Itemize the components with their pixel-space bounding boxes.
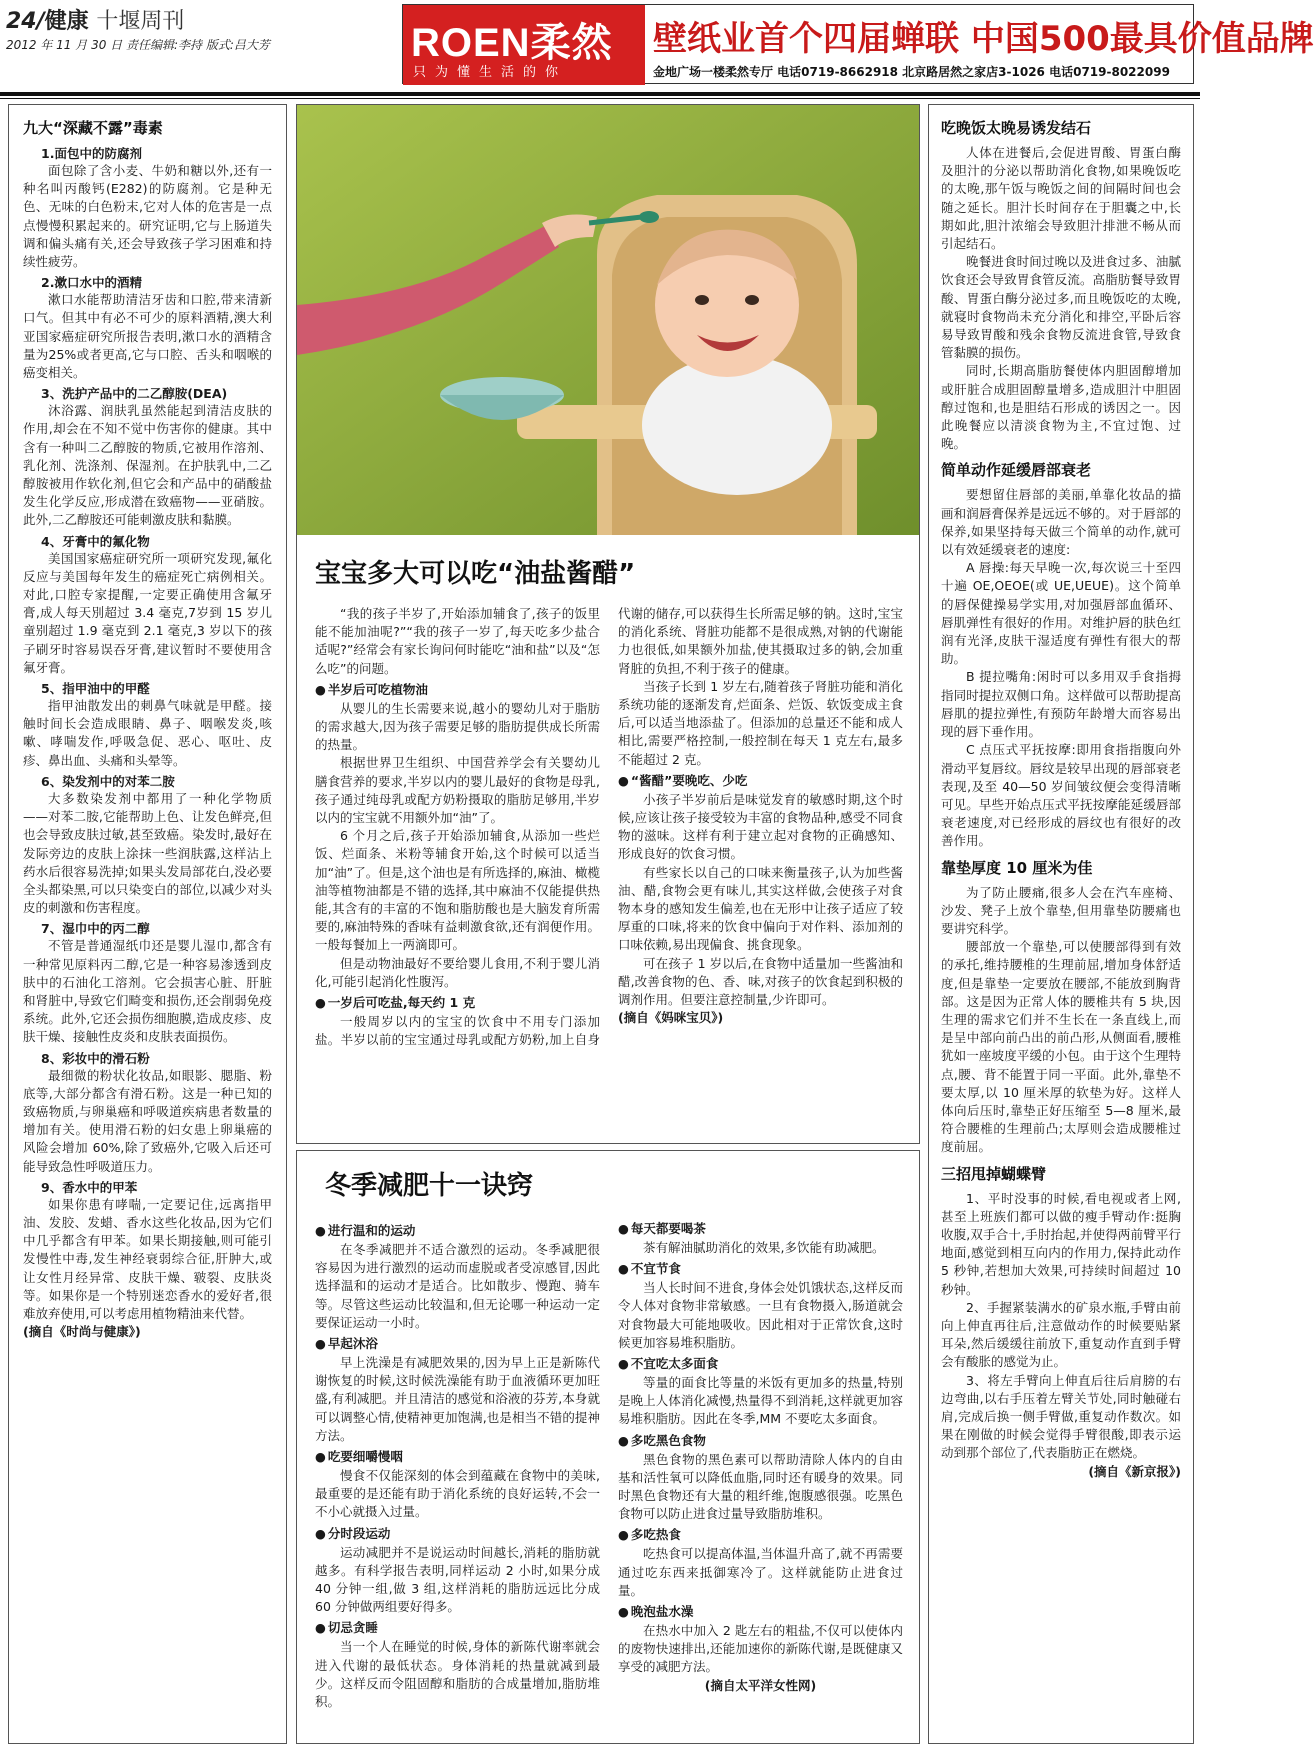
right-column-body xyxy=(941,117,1181,1463)
section-paragraph: 但是动物油最好不要给婴儿食用,不利于婴儿消化,可能引起消化性腹泻。 xyxy=(315,955,600,989)
section-paragraph: 有些家长以自己的口味来衡量孩子,认为加些酱油、醋,食物会更有味儿,其实这样做,会使孩子对食物本身的感知发生偏差,也在无形中让孩子适应了较厚重的口味,将来的饮食中偏向于对作料、添加剂的口味依赖,易出现偏食、挑食现象。 xyxy=(618,864,903,953)
article-title: 宝宝多大可以吃“油盐酱醋” xyxy=(315,559,636,589)
left-column-article xyxy=(8,104,287,1744)
section-paragraph: 从婴儿的生长需要来说,越小的婴幼儿对于脂肪的需求越大,因为孩子需要足够的脂肪提供成长所需的热量。 xyxy=(315,700,600,753)
article-paragraph: 人体在进餐后,会促进胃酸、胃蛋白酶及胆汁的分泌以帮助消化食物,如果晚饭吃的太晚,那午饭与晚饭之间的间隔时间也会随之延长。胆汁长时间存在于胆囊之中,长期如此,胆汁浓缩会导致胆汁排泄不畅从而引起结石。 xyxy=(941,145,1181,252)
article-paragraph: 2、手握紧装满水的矿泉水瓶,手臂由前向上伸直再往后,注意做动作的时候要贴紧耳朵,然后缓缓往前放下,重复动作直到手臂会有酸胀的感觉为止。 xyxy=(941,1299,1181,1370)
brand-name: ROEN柔然 xyxy=(411,21,613,65)
article-title: 冬季减肥十一诀窍 xyxy=(325,1171,534,1201)
article-body xyxy=(315,1219,903,1739)
baby-photo-illustration xyxy=(297,105,919,535)
section-paragraph: 可在孩子 1 岁以后,在食物中适量加一些酱油和醋,改善食物的色、香、味,对孩子的饮食起到积极的调剂作用。但要注意控制量,少许即可。 xyxy=(618,955,903,1008)
baby-feeding-photo xyxy=(297,105,919,535)
section-paragraph: 大多数染发剂中都用了一种化学物质——对苯二胺,它能帮助上色、让发色鲜亮,但也会导致皮肤过敏,甚至致癌。染发时,最好在发际旁边的皮肤上涂抹一些润肤露,这样沾上药水后很容易洗掉;如果头发局部花白,没必要全头都染黑,可以只染变白的部位,以减少对头皮的刺激和伤害程度。 xyxy=(23,790,272,916)
section-heading: ● 每天都要喝茶 xyxy=(618,1219,903,1237)
page-meta: 2012 年 11 月 30 日 责任编辑:李持 版式:吕大芳 xyxy=(6,38,270,52)
article-paragraph: B 提拉嘴角:闲时可以多用双手食指拇指同时提拉双侧口角。这样做可以帮助提高唇肌的提拉弹性,有预防年龄增大而容易出现的唇下垂作用。 xyxy=(941,669,1181,740)
article-title: 吃晚饭太晚易诱发结石 xyxy=(941,119,1092,137)
section-heading: 9、香水中的甲苯 xyxy=(41,1179,138,1195)
section-paragraph: 美国国家癌症研究所一项研究发现,氟化反应与美国每年发生的癌症死亡病例相关。对此,口腔专家提醒,一定要正确使用含氟牙膏,成人每天別超过 3.4 毫克,7岁到 15 岁儿童别超过 1.9 毫克到 2.1 毫克,3 岁以下的孩子刷牙时容易误吞牙膏,建议暂时不要使用含氟牙膏。 xyxy=(23,550,272,675)
article-paragraph: 为了防止腰痛,很多人会在汽车座椅、沙发、凳子上放个靠垫,但用靠垫防腰痛也要讲究科学。 xyxy=(941,884,1181,936)
section-paragraph: 6 个月之后,孩子开始添加辅食,从添加一些烂饭、烂面条、米粉等辅食开始,这个时候可以适当加“油”了。但是,这个油也是有所选择的,麻油、橄榄油等植物油都是不错的选择,其中麻油不仅能提供热能,其含有的丰富的不饱和脂肪酸也是大脑发育所需要的,麻油特殊的香味有益刺激食欲,还有润便作用。一般每餐加上一两滴即可。 xyxy=(315,828,600,953)
intro-paragraph: “我的孩子半岁了,开始添加辅食了,孩子的饭里能不能加油呢?”“我的孩子一岁了,每天吃多少盐合适呢?”经常会有家长询问何时能吃“油和盐”以及“怎么吃”的问题。 xyxy=(315,606,600,676)
section-paragraph: 慢食不仅能深刻的体会到蕴藏在食物中的美味,最重要的是还能有助于消化系统的良好运转,不会一不小心就摄入过量。 xyxy=(315,1468,600,1520)
page-number: 24/ xyxy=(6,9,45,34)
section-heading: 6、染发剂中的对苯二胺 xyxy=(41,773,175,789)
article-body xyxy=(23,144,272,1323)
section-heading: ● 晚泡盐水澡 xyxy=(618,1602,903,1620)
paper-name: 十堰周刊 xyxy=(96,9,185,34)
section-paragraph: 早上洗澡是有减肥效果的,因为早上正是新陈代谢恢复的时候,这时候洗澡能有助于血液循环更加旺盛,有利减肥。并且清洁的感觉和浴液的芬芳,本身就可以调整心情,使精神更加饱满,也是相当不错的提神方法。 xyxy=(315,1355,600,1443)
section-paragraph: 等量的面食比等量的米饭有更加多的热量,特别是晚上人体消化减慢,热量得不到消耗,这样就更加容易堆积脂肪。因此在冬季,MM 不要吃太多面食。 xyxy=(618,1375,903,1427)
section-paragraph: 吃热食可以提高体温,当体温升高了,就不再需要通过吃东西来抵御寒冷了。这样就能防止进食过量。 xyxy=(618,1546,903,1598)
section-heading: 7、湿巾中的丙二醇 xyxy=(41,921,150,937)
section-heading: ● 一岁后可吃盐,每天约 1 克 xyxy=(315,993,600,1011)
section-heading: ● 不宜节食 xyxy=(618,1259,903,1277)
article-paragraph: 1、平时没事的时候,看电视或者上网,甚至上班族们都可以做的瘦手臂动作:挺胸收腹,双手合十,手肘抬起,并使得两前臂平行地面,感觉到相互向内的作用力,保持此动作 5 秒钟,若想加大效果,可持续时间超过 10 秒钟。 xyxy=(941,1190,1181,1297)
section-paragraph: 最细微的粉状化妆品,如眼影、腮脂、粉底等,大部分都含有滑石粉。这是一种已知的致癌物质,与卵巢癌和呼吸道疾病患者数量的增加有关。使用滑石粉的妇女患上卵巢癌的风险会增加 60%,除了致癌外,它吸入后还可能导致急性呼吸道压力。 xyxy=(23,1067,272,1174)
section-paragraph: 不管是普通湿纸巾还是婴儿湿巾,都含有一种常见原料丙二醇,它是一种容易渗透到皮肤中的石油化工溶剂。它会损害心脏、肝脏和肾脏中,导致它们畸变和损伤,还会削弱免疫系统。此外,它还会损伤细胞膜,造成皮疹、皮肤干燥、接触性皮炎和皮肤表面损伤。 xyxy=(23,938,272,1045)
brand-slogan: 只为懂生活的你 xyxy=(413,65,568,80)
article-paragraph: 晚餐进食时间过晚以及进食过多、油腻饮食还会导致胃食管反流。高脂肪餐导致胃酸、胃蛋白酶分泌过多,而且晚饭吃的太晚,就寝时食物尚未充分消化和排空,平卧后容易导致胃酸和残余食物反流进食管,导致食管黏膜的损伤。 xyxy=(941,254,1181,361)
section-heading: ● 不宜吃太多面食 xyxy=(618,1354,903,1372)
section-heading: ● 多吃黑色食物 xyxy=(618,1431,903,1449)
section-paragraph: 沐浴露、润肤乳虽然能起到清洁皮肤的作用,却会在不知不觉中伤害你的健康。其中含有一种叫二乙醇胺的物质,它被用作溶剂、乳化剂、洗涤剂、保湿剂。在护肤乳中,二乙醇胺被用作软化剂,但它会和产品中的硝酸盐发生化学反应,形成潜在致癌物——亚硝胺。此外,二乙醇胺还可能刺激皮肤和黏膜。 xyxy=(23,403,272,528)
section-paragraph: 当孩子长到 1 岁左右,随着孩子肾脏功能和消化系统功能的逐渐发育,烂面条、烂饭、软饭变成主食后,可以适当地添盐了。但添加的总量还不能和成人相比,需要严格控制,一般控制在每天 1 克左右,最多不能超过 2 克。 xyxy=(618,678,903,767)
article-title: 简单动作延缓唇部衰老 xyxy=(941,461,1092,480)
article-source: (摘自太平洋女性网) xyxy=(704,1677,817,1693)
section-heading: 3、洗护产品中的二乙醇胺(DEA) xyxy=(41,386,228,402)
article-title: 九大“深藏不露”毒素 xyxy=(23,119,163,137)
article-source: (摘自《妈咪宝贝》) xyxy=(618,1010,724,1026)
section-heading: ● 切忌贪睡 xyxy=(315,1618,600,1636)
section-paragraph: 当一个人在睡觉的时候,身体的新陈代谢率就会进入代谢的最低状态。身体消耗的热量就减到最少。这样反而令阻固醇和脂肪的合成量增加,脂肪堆积。 xyxy=(315,1639,600,1710)
brand-logo xyxy=(403,5,645,85)
section-heading: 5、指甲油中的甲醛 xyxy=(41,681,150,697)
section-paragraph: 漱口水能帮助清洁牙齿和口腔,带来清新口气。但其中有必不可少的原料酒精,澳大利亚国家癌症研究所报告表明,漱口水的酒精含量为25%或者更高,它与口腔、舌头和咽喉的癌变相关。 xyxy=(23,292,272,381)
section-heading: ● “酱醋”要晚吃、少吃 xyxy=(618,771,903,789)
header-rule-thin xyxy=(0,98,1200,99)
article-title: 三招甩掉蝴蝶臂 xyxy=(941,1164,1047,1183)
article-body xyxy=(315,605,903,1135)
section-heading: 1.面包中的防腐剂 xyxy=(41,146,142,161)
section-paragraph: 面包除了含小麦、牛奶和糖以外,还有一种名叫丙酸钙(E282)的防腐剂。它是种无色、无味的白色粉末,它对人体的危害是一点点慢慢积累起来的。研究证明,它与上肠道失调和偏头痛有关,还会导致孩子学习困难和持续性疲劳。 xyxy=(23,163,272,270)
ad-address: 金地广场一楼柔然专厅 电话0719-8662918 北京路居然之家店3-1026 电话0719-8022099 xyxy=(653,65,1170,79)
diet-article xyxy=(296,1150,920,1744)
article-paragraph: 要想留住唇部的美丽,单靠化妆品的描画和润唇膏保养是远远不够的。对于唇部的保养,如果坚持每天做三个简单的动作,就可以有效延缓衰老的速度: xyxy=(941,487,1181,558)
section-paragraph: 一般周岁以内的宝宝的饮食中不用专门添加盐。半岁以前的宝宝通过母乳或配方奶粉,加上自身代谢的储存,可以获得生长所需足够的钠。这时,宝宝的消化系统、肾脏功能都不是很成熟,对钠的代谢能力也很低,如果额外加盐,使其摄取过多的钠,会加重肾脏的负担,不利于孩子的健康。 xyxy=(315,606,903,1048)
article-paragraph: C 点压式平抚按摩:即用食指指腹向外滑动平复唇纹。唇纹是较早出现的唇部衰老表现,及至 40—50 岁间皱纹便会变得清晰可见。早些开始点压式平抚按摩能延缓唇部衰老速度,对已经形成的唇纹也有很好的改善作用。 xyxy=(941,742,1181,849)
article-title: 靠垫厚度 10 厘米为佳 xyxy=(941,858,1093,877)
article-paragraph: 腰部放一个靠垫,可以使腰部得到有效的承托,维持腰椎的生理前屈,增加身体舒适度,但是靠垫一定要放在腰部,不能放到胸背部。这是因为正常人体的腰椎共有 5 块,因生理的需求它们并不生长在一条直线上,而是呈中部向前凸出的前凸形,从侧面看,腰椎犹如一座坡度平缓的小包。由于这个生理特点,腰、背不能置于同一平面。此外,靠垫不要太厚,以 10 厘米厚的软垫为好。这样人体向后压时,靠垫正好压缩至 5—8 厘米,最符合腰椎的生理前凸;太厚则会造成腰椎过度前屈。 xyxy=(941,939,1181,1155)
section-heading: ● 分时段运动 xyxy=(315,1524,600,1542)
baby-article xyxy=(296,104,920,1144)
section-paragraph: 指甲油散发出的刺鼻气味就是甲醛。接触时间长会造成眼睛、鼻子、咽喉发炎,咳嗽、哮喘发作,呼吸急促、恶心、呕吐、皮疹、鼻出血、头痛和头晕等。 xyxy=(23,698,272,768)
article-source: (摘自《新京报》) xyxy=(1088,1463,1181,1479)
section-paragraph: 茶有解油腻助消化的效果,多饮能有助减肥。 xyxy=(643,1240,885,1255)
article-paragraph: 同时,长期高脂肪餐使体内胆固醇增加或肝脏合成胆固醇量增多,造成胆汁中胆固醇过饱和,也是胆结石形成的诱因之一。因此晚餐应以清淡食物为主,不宜过饱、过晚。 xyxy=(941,363,1181,452)
header-rule xyxy=(0,92,1200,96)
section-paragraph: 运动减肥并不是说运动时间越长,消耗的脂肪就越多。有科学报告表明,同样运动 2 小时,如果分成 40 分钟一组,做 3 组,这样消耗的脂肪远远比分成 60 分钟做两组要好得多。 xyxy=(315,1544,600,1615)
article-paragraph: 3、将左手臂向上伸直后往后肩膀的右边弯曲,以右手压着左臂关节处,同时触碰右肩,完成后换一侧手臂做,重复动作数次。如果在刚做的时候会觉得手臂很酸,即表示运动到那个部位了,代表脂肪正在燃烧。 xyxy=(941,1372,1181,1461)
section-heading: 8、彩妆中的滑石粉 xyxy=(41,1050,150,1066)
article-paragraph: A 唇操:每天早晚一次,每次说三十至四十遍 OE,OEOE(或 UE,UEUE)。这个简单的唇保健操易学实用,对加强唇部血循环、唇肌弹性有很好的作用。对维护唇的肤色红润有光泽,皮肤干湿适度有弹性有很大的帮助。 xyxy=(941,560,1181,667)
section-paragraph: 小孩子半岁前后是味觉发育的敏感时期,这个时候,应该让孩子接受较为丰富的食物品种,感受不同食物的滋味。这样有利于建立起对食物的正确感知、形成良好的饮食习惯。 xyxy=(618,791,903,862)
section-paragraph: 在热水中加入 2 匙左右的粗盐,不仅可以使体内的废物快速排出,还能加速你的新陈代谢,是既健康又享受的减肥方法。 xyxy=(618,1623,903,1675)
ad-headline: 壁纸业首个四届蝉联 中国500最具价值品牌 xyxy=(653,19,1314,59)
section-heading: ● 早起沐浴 xyxy=(315,1334,600,1352)
section-paragraph: 在冬季减肥并不适合激烈的运动。冬季减肥很容易因为进行激烈的运动而虚脱或者受凉感冒,因此选择温和的运动才是适合。比如散步、慢跑、骑车等。尽管这些运动比较温和,但无论哪一种运动一定要保证运动一小时。 xyxy=(315,1242,600,1330)
section-paragraph: 当人长时间不进食,身体会处饥饿状态,这样反而令人体对食物非常敏感。一旦有食物摄入,肠道就会对食物最大可能地吸收。因此相对于正常饮食,这时候更加容易堆积脂肪。 xyxy=(618,1280,903,1350)
right-column-articles xyxy=(928,104,1194,1744)
section-heading: 4、牙膏中的氟化物 xyxy=(41,533,150,549)
article-columns xyxy=(315,605,903,1049)
section-paragraph: 黑色食物的黑色素可以帮助清除人体内的自由基和活性氧可以降低血脂,同时还有暖身的效果。同时黑色食物还有大量的粗纤维,饱腹感很强。吃黑色食物可以防止进食过量导致脂肪堆积。 xyxy=(618,1451,903,1522)
section-heading: ● 多吃热食 xyxy=(618,1525,903,1543)
section-heading: ● 半岁后可吃植物油 xyxy=(315,680,600,698)
section-paragraph: 根据世界卫生组织、中国营养学会有关婴幼儿膳食营养的要求,半岁以内的婴儿最好的食物是母乳,孩子通过纯母乳或配方奶粉摄取的脂肪足够用,半岁以内的宝宝就不用额外加“油”了。 xyxy=(315,755,600,826)
section-paragraph: 如果你患有哮喘,一定要记住,远离指甲油、发胶、发蜡、香水这些化妆品,因为它们中几乎都含有甲苯。如果长期接触,则可能引发慢性中毒,发生神经衰弱综合征,肝肿大,或让女性月经异常、皮肤干燥、皲裂、皮肤炎等。如果你是一个特别迷恋香水的爱好者,很难放弃使用,可以考虑用植物精油来代替。 xyxy=(23,1196,272,1321)
section-heading: 2.漱口水中的酒精 xyxy=(41,275,142,291)
page-header-title xyxy=(6,4,184,35)
section-heading: ● 吃要细嚼慢咽 xyxy=(315,1447,600,1465)
article-source: (摘自《时尚与健康》) xyxy=(23,1324,141,1340)
article-columns xyxy=(315,1219,903,1711)
section-heading: ● 进行温和的运动 xyxy=(315,1221,600,1239)
section-name: 健康 xyxy=(44,9,89,34)
advertisement-banner xyxy=(402,4,1314,84)
